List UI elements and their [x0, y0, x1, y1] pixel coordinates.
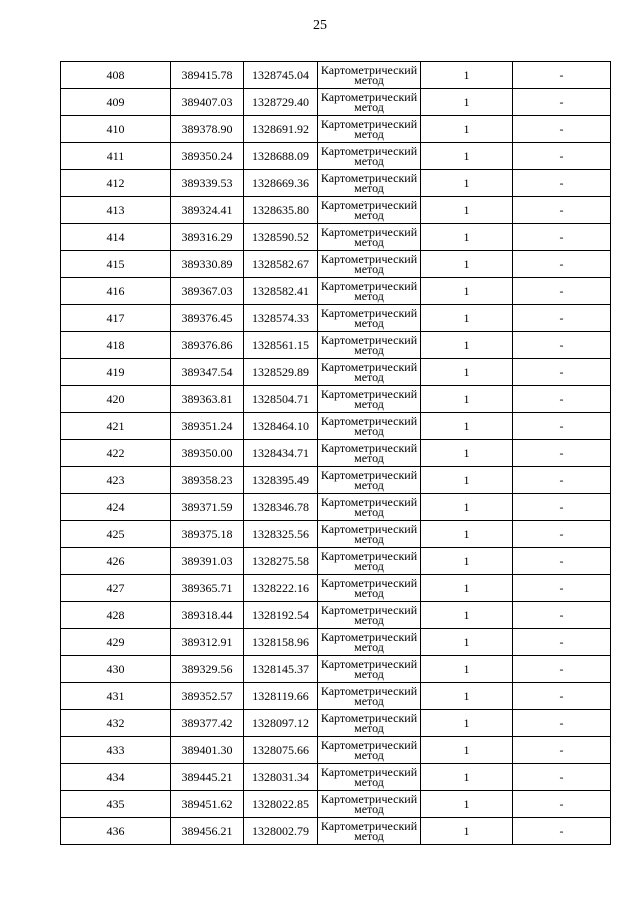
y-coordinate-cell: 1328119.66	[244, 683, 318, 710]
method-cell	[318, 494, 421, 521]
description-cell: -	[513, 197, 611, 224]
y-coordinate-cell: 1328002.79	[244, 818, 318, 845]
method-line-1: Картометрический	[320, 360, 418, 374]
point-number-cell: 432	[61, 710, 171, 737]
accuracy-cell: 1	[421, 494, 513, 521]
method-line-1: Картометрический	[320, 765, 418, 779]
method-cell	[318, 818, 421, 845]
y-coordinate-cell: 1328022.85	[244, 791, 318, 818]
description-cell: -	[513, 764, 611, 791]
x-coordinate-cell: 389375.18	[171, 521, 244, 548]
method-cell	[318, 251, 421, 278]
method-line-2: метод	[354, 559, 384, 573]
method-line-2: метод	[354, 586, 384, 600]
table-row	[61, 278, 611, 305]
method-line-2: метод	[354, 181, 384, 195]
method-line-2: метод	[354, 802, 384, 816]
accuracy-cell: 1	[421, 359, 513, 386]
method-line-2: метод	[354, 343, 384, 357]
method-line-2: метод	[354, 829, 384, 843]
x-coordinate-cell: 389350.24	[171, 143, 244, 170]
point-number-cell: 424	[61, 494, 171, 521]
method-cell	[318, 791, 421, 818]
description-cell: -	[513, 62, 611, 89]
point-number-cell: 412	[61, 170, 171, 197]
point-number-cell: 430	[61, 656, 171, 683]
accuracy-cell: 1	[421, 683, 513, 710]
method-line-2: метод	[354, 532, 384, 546]
method-line-2: метод	[354, 370, 384, 384]
table-row	[61, 413, 611, 440]
table-row	[61, 494, 611, 521]
y-coordinate-cell: 1328075.66	[244, 737, 318, 764]
method-cell	[318, 143, 421, 170]
method-line-2: метод	[354, 208, 384, 222]
y-coordinate-cell: 1328031.34	[244, 764, 318, 791]
table-row	[61, 602, 611, 629]
point-number-cell: 425	[61, 521, 171, 548]
method-line-2: метод	[354, 154, 384, 168]
point-number-cell: 427	[61, 575, 171, 602]
method-cell	[318, 197, 421, 224]
x-coordinate-cell: 389371.59	[171, 494, 244, 521]
method-line-1: Картометрический	[320, 225, 418, 239]
accuracy-cell: 1	[421, 548, 513, 575]
method-line-2: метод	[354, 694, 384, 708]
x-coordinate-cell: 389415.78	[171, 62, 244, 89]
method-line-1: Картометрический	[320, 387, 418, 401]
table-row	[61, 386, 611, 413]
method-cell	[318, 575, 421, 602]
method-line-1: Картометрический	[320, 576, 418, 590]
accuracy-cell: 1	[421, 278, 513, 305]
table-row	[61, 818, 611, 845]
point-number-cell: 419	[61, 359, 171, 386]
table-row	[61, 170, 611, 197]
point-number-cell: 431	[61, 683, 171, 710]
accuracy-cell: 1	[421, 575, 513, 602]
point-number-cell: 435	[61, 791, 171, 818]
description-cell: -	[513, 710, 611, 737]
method-cell	[318, 737, 421, 764]
description-cell: -	[513, 413, 611, 440]
method-line-2: метод	[354, 721, 384, 735]
accuracy-cell: 1	[421, 170, 513, 197]
method-cell	[318, 116, 421, 143]
point-number-cell: 436	[61, 818, 171, 845]
description-cell: -	[513, 440, 611, 467]
method-cell	[318, 305, 421, 332]
y-coordinate-cell: 1328590.52	[244, 224, 318, 251]
method-cell	[318, 170, 421, 197]
method-cell	[318, 683, 421, 710]
x-coordinate-cell: 389350.00	[171, 440, 244, 467]
y-coordinate-cell: 1328561.15	[244, 332, 318, 359]
method-line-1: Картометрический	[320, 711, 418, 725]
point-number-cell: 422	[61, 440, 171, 467]
method-line-1: Картометрический	[320, 252, 418, 266]
table-row	[61, 332, 611, 359]
x-coordinate-cell: 389324.41	[171, 197, 244, 224]
method-cell	[318, 656, 421, 683]
method-cell	[318, 413, 421, 440]
x-coordinate-cell: 389318.44	[171, 602, 244, 629]
point-number-cell: 408	[61, 62, 171, 89]
accuracy-cell: 1	[421, 116, 513, 143]
description-cell: -	[513, 494, 611, 521]
description-cell: -	[513, 224, 611, 251]
method-line-2: метод	[354, 289, 384, 303]
point-number-cell: 410	[61, 116, 171, 143]
x-coordinate-cell: 389365.71	[171, 575, 244, 602]
y-coordinate-cell: 1328691.92	[244, 116, 318, 143]
description-cell: -	[513, 548, 611, 575]
x-coordinate-cell: 389358.23	[171, 467, 244, 494]
y-coordinate-cell: 1328745.04	[244, 62, 318, 89]
description-cell: -	[513, 791, 611, 818]
method-line-2: метод	[354, 748, 384, 762]
description-cell: -	[513, 170, 611, 197]
accuracy-cell: 1	[421, 197, 513, 224]
method-line-2: метод	[354, 667, 384, 681]
table-row	[61, 764, 611, 791]
point-number-cell: 411	[61, 143, 171, 170]
accuracy-cell: 1	[421, 143, 513, 170]
method-line-2: метод	[354, 100, 384, 114]
accuracy-cell: 1	[421, 62, 513, 89]
x-coordinate-cell: 389456.21	[171, 818, 244, 845]
accuracy-cell: 1	[421, 710, 513, 737]
description-cell: -	[513, 575, 611, 602]
method-line-1: Картометрический	[320, 603, 418, 617]
method-cell	[318, 359, 421, 386]
method-cell	[318, 332, 421, 359]
method-line-1: Картометрический	[320, 495, 418, 509]
method-line-1: Картометрический	[320, 738, 418, 752]
y-coordinate-cell: 1328395.49	[244, 467, 318, 494]
method-cell	[318, 278, 421, 305]
method-line-2: метод	[354, 775, 384, 789]
x-coordinate-cell: 389377.42	[171, 710, 244, 737]
accuracy-cell: 1	[421, 737, 513, 764]
description-cell: -	[513, 116, 611, 143]
table-row	[61, 548, 611, 575]
method-line-1: Картометрический	[320, 63, 418, 77]
accuracy-cell: 1	[421, 413, 513, 440]
table-row	[61, 305, 611, 332]
point-number-cell: 418	[61, 332, 171, 359]
x-coordinate-cell: 389378.90	[171, 116, 244, 143]
x-coordinate-cell: 389451.62	[171, 791, 244, 818]
description-cell: -	[513, 683, 611, 710]
y-coordinate-cell: 1328669.36	[244, 170, 318, 197]
accuracy-cell: 1	[421, 305, 513, 332]
table-row	[61, 251, 611, 278]
accuracy-cell: 1	[421, 440, 513, 467]
method-line-2: метод	[354, 478, 384, 492]
description-cell: -	[513, 386, 611, 413]
point-number-cell: 420	[61, 386, 171, 413]
method-line-1: Картометрический	[320, 171, 418, 185]
y-coordinate-cell: 1328582.67	[244, 251, 318, 278]
description-cell: -	[513, 656, 611, 683]
method-line-1: Картометрический	[320, 522, 418, 536]
x-coordinate-cell: 389329.56	[171, 656, 244, 683]
x-coordinate-cell: 389347.54	[171, 359, 244, 386]
table-row	[61, 629, 611, 656]
description-cell: -	[513, 467, 611, 494]
point-number-cell: 434	[61, 764, 171, 791]
y-coordinate-cell: 1328574.33	[244, 305, 318, 332]
method-line-2: метод	[354, 505, 384, 519]
table-row	[61, 116, 611, 143]
method-line-1: Картометрический	[320, 657, 418, 671]
method-cell	[318, 521, 421, 548]
method-line-2: метод	[354, 397, 384, 411]
method-cell	[318, 224, 421, 251]
method-line-2: метод	[354, 316, 384, 330]
table-row	[61, 224, 611, 251]
description-cell: -	[513, 737, 611, 764]
x-coordinate-cell: 389376.86	[171, 332, 244, 359]
method-cell	[318, 602, 421, 629]
method-line-1: Картометрический	[320, 279, 418, 293]
table-row	[61, 359, 611, 386]
method-cell	[318, 629, 421, 656]
point-number-cell: 421	[61, 413, 171, 440]
table-row	[61, 575, 611, 602]
x-coordinate-cell: 389367.03	[171, 278, 244, 305]
y-coordinate-cell: 1328635.80	[244, 197, 318, 224]
y-coordinate-cell: 1328582.41	[244, 278, 318, 305]
method-line-1: Картометрический	[320, 333, 418, 347]
method-line-2: метод	[354, 451, 384, 465]
description-cell: -	[513, 278, 611, 305]
accuracy-cell: 1	[421, 521, 513, 548]
method-line-2: метод	[354, 127, 384, 141]
y-coordinate-cell: 1328346.78	[244, 494, 318, 521]
accuracy-cell: 1	[421, 386, 513, 413]
accuracy-cell: 1	[421, 656, 513, 683]
point-number-cell: 413	[61, 197, 171, 224]
method-line-2: метод	[354, 640, 384, 654]
x-coordinate-cell: 389401.30	[171, 737, 244, 764]
description-cell: -	[513, 602, 611, 629]
description-cell: -	[513, 143, 611, 170]
table-row	[61, 440, 611, 467]
point-number-cell: 423	[61, 467, 171, 494]
table-row	[61, 683, 611, 710]
y-coordinate-cell: 1328222.16	[244, 575, 318, 602]
x-coordinate-cell: 389445.21	[171, 764, 244, 791]
point-number-cell: 415	[61, 251, 171, 278]
point-number-cell: 429	[61, 629, 171, 656]
method-line-1: Картометрический	[320, 549, 418, 563]
point-number-cell: 433	[61, 737, 171, 764]
accuracy-cell: 1	[421, 764, 513, 791]
description-cell: -	[513, 251, 611, 278]
table-row	[61, 62, 611, 89]
description-cell: -	[513, 629, 611, 656]
description-cell: -	[513, 521, 611, 548]
method-cell	[318, 62, 421, 89]
table-row	[61, 143, 611, 170]
y-coordinate-cell: 1328464.10	[244, 413, 318, 440]
y-coordinate-cell: 1328688.09	[244, 143, 318, 170]
method-line-1: Картометрический	[320, 684, 418, 698]
coordinates-table	[60, 61, 611, 845]
description-cell: -	[513, 332, 611, 359]
method-line-1: Картометрический	[320, 306, 418, 320]
method-cell	[318, 710, 421, 737]
table-row	[61, 467, 611, 494]
method-line-1: Картометрический	[320, 819, 418, 833]
accuracy-cell: 1	[421, 332, 513, 359]
method-line-1: Картометрический	[320, 144, 418, 158]
accuracy-cell: 1	[421, 251, 513, 278]
table-row	[61, 197, 611, 224]
point-number-cell: 414	[61, 224, 171, 251]
x-coordinate-cell: 389339.53	[171, 170, 244, 197]
table-row	[61, 710, 611, 737]
accuracy-cell: 1	[421, 818, 513, 845]
x-coordinate-cell: 389407.03	[171, 89, 244, 116]
x-coordinate-cell: 389376.45	[171, 305, 244, 332]
method-line-2: метод	[354, 613, 384, 627]
method-cell	[318, 89, 421, 116]
y-coordinate-cell: 1328158.96	[244, 629, 318, 656]
accuracy-cell: 1	[421, 602, 513, 629]
point-number-cell: 417	[61, 305, 171, 332]
method-line-2: метод	[354, 73, 384, 87]
y-coordinate-cell: 1328729.40	[244, 89, 318, 116]
table-row	[61, 737, 611, 764]
method-line-1: Картометрический	[320, 441, 418, 455]
x-coordinate-cell: 389391.03	[171, 548, 244, 575]
table-row	[61, 791, 611, 818]
method-cell	[318, 548, 421, 575]
method-line-1: Картометрический	[320, 117, 418, 131]
page-number: 25	[313, 18, 327, 33]
method-cell	[318, 440, 421, 467]
method-line-1: Картометрический	[320, 198, 418, 212]
accuracy-cell: 1	[421, 467, 513, 494]
x-coordinate-cell: 389352.57	[171, 683, 244, 710]
method-line-1: Картометрический	[320, 792, 418, 806]
table-body	[61, 62, 611, 845]
x-coordinate-cell: 389312.91	[171, 629, 244, 656]
accuracy-cell: 1	[421, 224, 513, 251]
table-row	[61, 521, 611, 548]
y-coordinate-cell: 1328504.71	[244, 386, 318, 413]
description-cell: -	[513, 305, 611, 332]
method-line-2: метод	[354, 262, 384, 276]
method-line-1: Картометрический	[320, 468, 418, 482]
y-coordinate-cell: 1328529.89	[244, 359, 318, 386]
accuracy-cell: 1	[421, 791, 513, 818]
y-coordinate-cell: 1328192.54	[244, 602, 318, 629]
method-cell	[318, 386, 421, 413]
point-number-cell: 426	[61, 548, 171, 575]
y-coordinate-cell: 1328145.37	[244, 656, 318, 683]
point-number-cell: 409	[61, 89, 171, 116]
method-cell	[318, 764, 421, 791]
method-cell	[318, 467, 421, 494]
x-coordinate-cell: 389351.24	[171, 413, 244, 440]
description-cell: -	[513, 818, 611, 845]
description-cell: -	[513, 89, 611, 116]
point-number-cell: 428	[61, 602, 171, 629]
y-coordinate-cell: 1328434.71	[244, 440, 318, 467]
method-line-2: метод	[354, 235, 384, 249]
y-coordinate-cell: 1328275.58	[244, 548, 318, 575]
method-line-1: Картометрический	[320, 90, 418, 104]
accuracy-cell: 1	[421, 629, 513, 656]
table-row	[61, 89, 611, 116]
method-line-2: метод	[354, 424, 384, 438]
x-coordinate-cell: 389330.89	[171, 251, 244, 278]
x-coordinate-cell: 389316.29	[171, 224, 244, 251]
y-coordinate-cell: 1328325.56	[244, 521, 318, 548]
y-coordinate-cell: 1328097.12	[244, 710, 318, 737]
x-coordinate-cell: 389363.81	[171, 386, 244, 413]
table-row	[61, 656, 611, 683]
method-line-1: Картометрический	[320, 630, 418, 644]
accuracy-cell: 1	[421, 89, 513, 116]
description-cell: -	[513, 359, 611, 386]
method-line-1: Картометрический	[320, 414, 418, 428]
point-number-cell: 416	[61, 278, 171, 305]
